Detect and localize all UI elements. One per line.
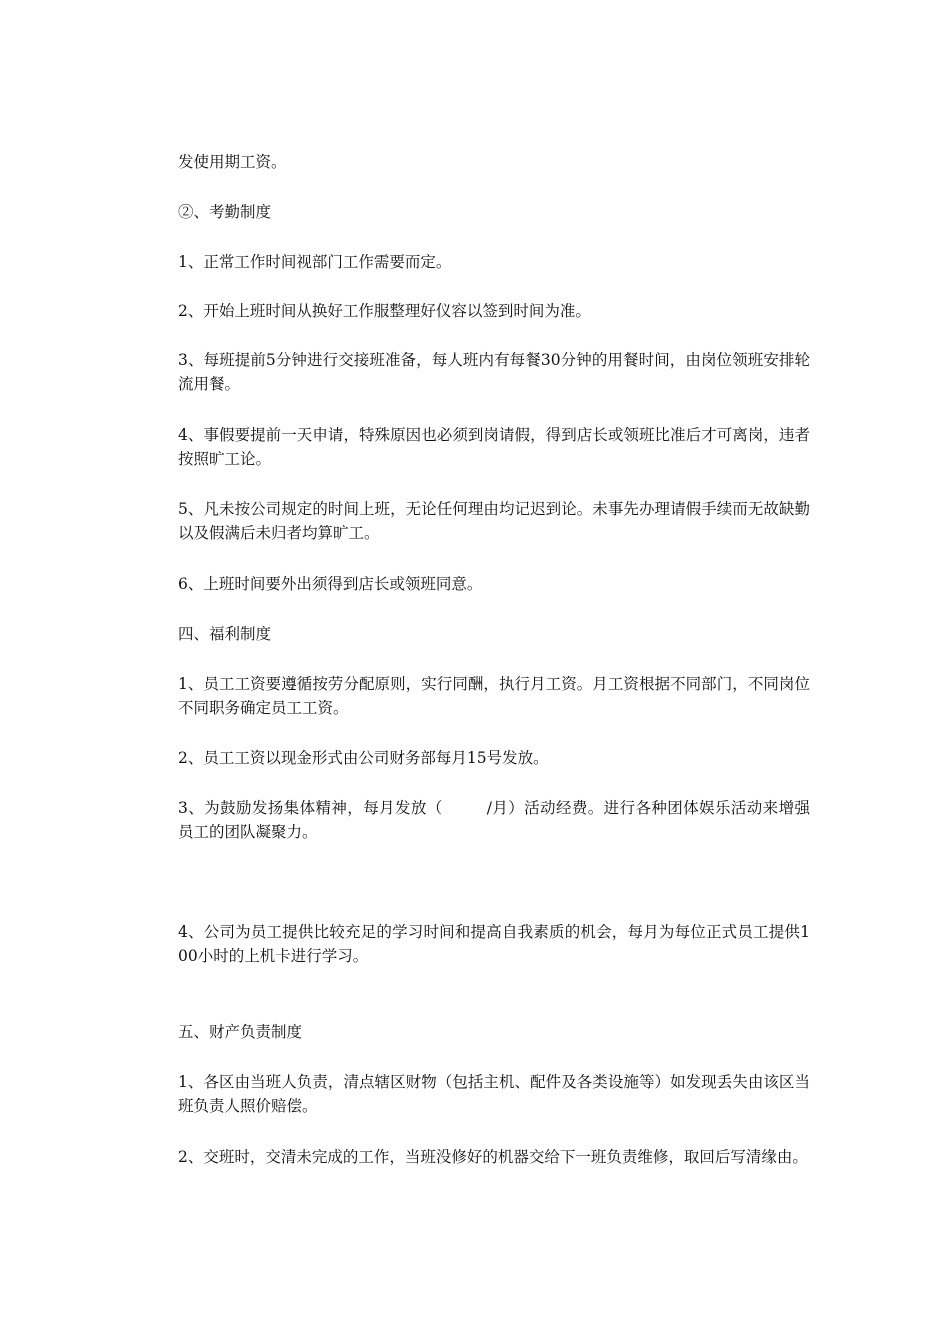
welfare-item-3-part-a: 3、为鼓励发扬集体精神，每月发放（ — [178, 799, 443, 817]
attendance-item-4: 4、事假要提前一天申请，特殊原因也必须到岗请假，得到店长或领班比准后才可离岗，违者按照旷工论。 — [178, 426, 810, 468]
welfare-item-1: 1、员工工资要遵循按劳分配原则，实行同酬，执行月工资。月工资根据不同部门，不同岗位不同职务确定员工工资。 — [178, 675, 810, 717]
attendance-item-3: 3、每班提前5分钟进行交接班准备，每人班内有每餐30分钟的用餐时间，由岗位领班安排轮流用餐。 — [178, 351, 810, 393]
welfare-item-4: 4、公司为员工提供比较充足的学习时间和提高自我素质的机会，每月为每位正式员工提供100小时的上机卡进行学习。 — [178, 923, 810, 965]
welfare-item-2: 2、员工工资以现金形式由公司财务部每月15号发放。 — [178, 749, 549, 767]
paragraph-salary-continuation: 发使用期工资。 — [178, 153, 287, 171]
attendance-item-5: 5、凡未按公司规定的时间上班，无论任何理由均记迟到论。未事先办理请假手续而无故缺勤以及假满后未归者均算旷工。 — [178, 500, 810, 542]
section-heading-attendance: ②、考勤制度 — [178, 203, 272, 221]
section-heading-welfare: 四、福利制度 — [178, 625, 272, 643]
attendance-item-6: 6、上班时间要外出须得到店长或领班同意。 — [178, 575, 483, 593]
property-item-1: 1、各区由当班人负责，清点辖区财物（包括主机、配件及各类设施等）如发现丢失由该区当班负责人照价赔偿。 — [178, 1073, 810, 1115]
welfare-item-3 — [178, 796, 810, 844]
attendance-item-1: 1、正常工作时间视部门工作需要而定。 — [178, 253, 452, 271]
attendance-item-2: 2、开始上班时间从换好工作服整理好仪容以签到时间为准。 — [178, 302, 591, 320]
property-item-2: 2、交班时，交清未完成的工作，当班没修好的机器交给下一班负责维修，取回后写清缘由。 — [178, 1148, 808, 1166]
section-heading-property: 五、财产负责制度 — [178, 1023, 303, 1041]
welfare-item-3-part-b: /月）活动经费。进行各种团体娱乐活动来增强员工的团队凝聚力。 — [178, 799, 810, 841]
